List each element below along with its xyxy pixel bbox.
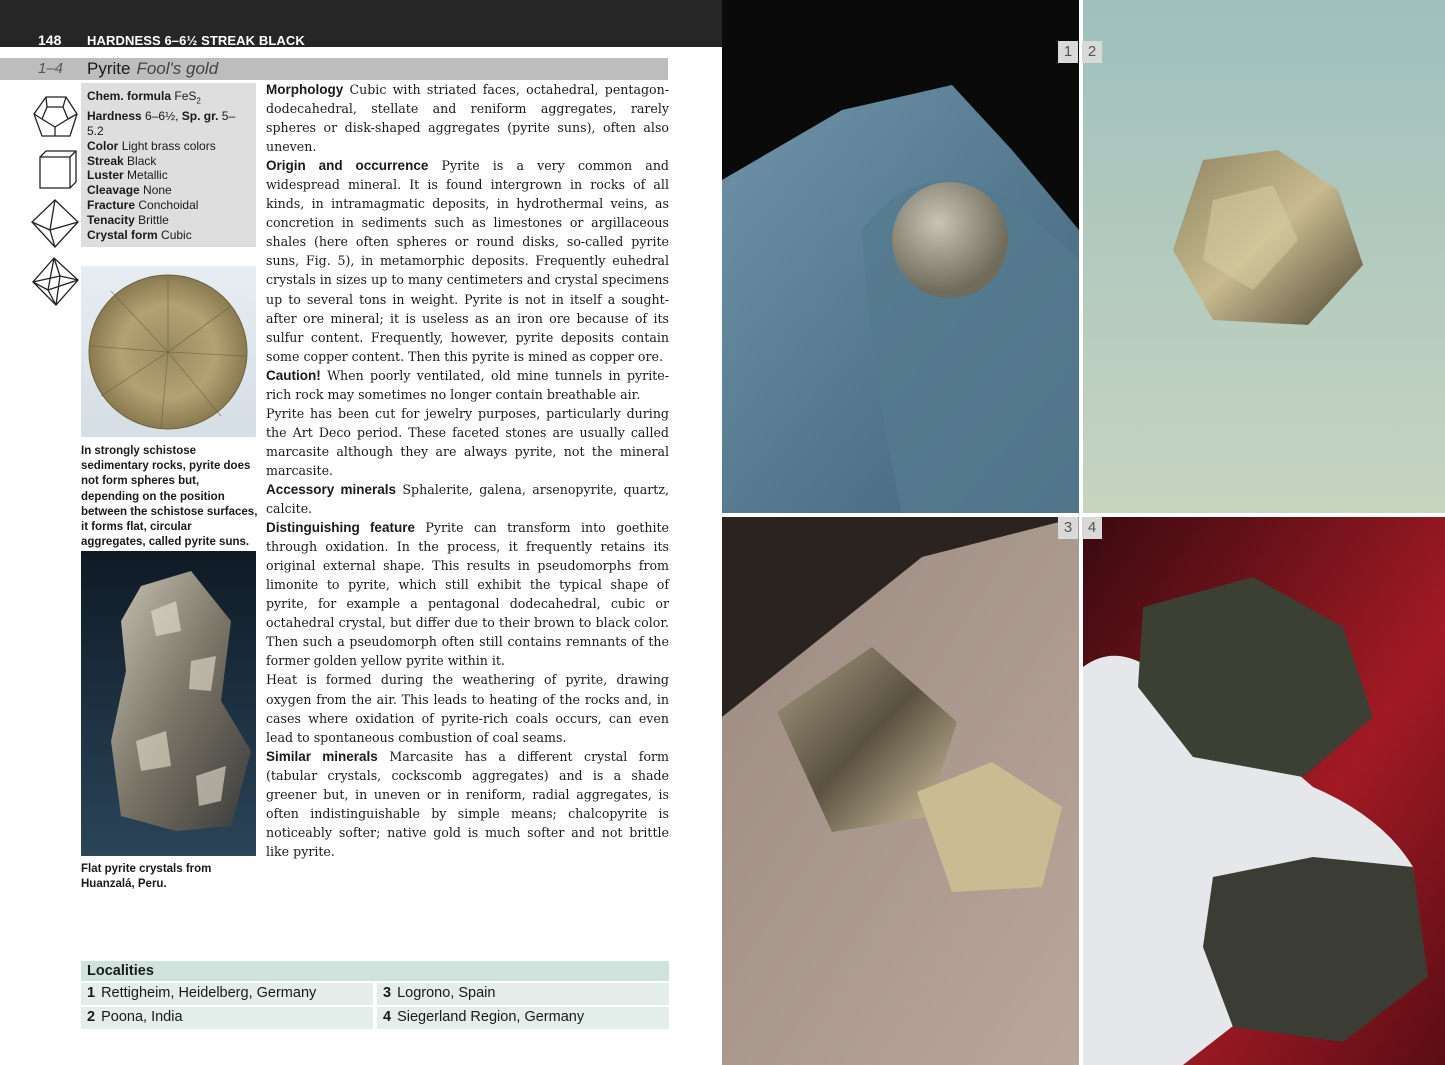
prop-tenacity: Tenacity Brittle <box>87 212 169 227</box>
octahedron-icon <box>30 198 80 250</box>
pyrite-sun-photo <box>81 266 256 437</box>
crystal-forms <box>30 92 82 314</box>
properties-box <box>81 83 256 247</box>
prop-color: Color Light brass colors <box>87 138 216 153</box>
cube-icon <box>30 148 80 192</box>
photo-number-3: 3 <box>1058 517 1078 539</box>
photo-number-2: 2 <box>1082 41 1102 63</box>
flat-pyrite-photo <box>81 551 256 856</box>
prop-chem-formula: Chem. formula FeS$_2$ <box>87 89 201 106</box>
common-name: Fool's gold <box>136 59 219 78</box>
locality-3: 3 Logrono, Spain <box>377 983 669 1005</box>
para-morphology: Morphology Cubic with striated faces, octahedral, pentagon-dodecahedral, stellate and reniform aggregates, rarely spheres or disk-shaped aggregates (pyrite suns), often also uneven. <box>266 82 669 155</box>
para-heat: Heat is formed during the weathering of pyrite, drawing oxygen from the air. This leads to heating of the rocks and, in cases where oxidation of pyrite-rich coals occurs, can even lead to spontaneous combustion of coal seams. <box>266 672 669 745</box>
left-page <box>0 0 722 1065</box>
localities-heading: Localities <box>81 961 669 981</box>
photo-2 <box>1083 0 1445 513</box>
locality-4: 4 Siegerland Region, Germany <box>377 1007 669 1029</box>
caption-pyrite-sun: In strongly schistose sedimentary rocks, pyrite does not form spheres but, depending on the position between the schistose surfaces, it forms flat, circular aggregates, called pyrite suns. <box>81 445 258 549</box>
para-caution: Caution! When poorly ventilated, old mine tunnels in pyrite-rich rock may sometimes no longer contain breathable air. <box>266 367 669 402</box>
photo-1 <box>722 0 1079 513</box>
prop-streak: Streak Black <box>87 153 157 168</box>
prop-cleavage: Cleavage None <box>87 183 172 198</box>
running-head: HARDNESS 6–6½ STREAK BLACK <box>87 33 305 48</box>
prop-hardness: Hardness 6–6½, Sp. gr. 5–5.2 <box>87 109 236 138</box>
localities-row <box>81 1007 669 1029</box>
octahedron-variant-icon <box>30 256 80 308</box>
locality-2: 2 Poona, India <box>81 1007 373 1029</box>
prop-fracture: Fracture Conchoidal <box>87 197 199 212</box>
para-origin: Origin and occurrence Pyrite is a very common and widespread mineral. It is found intergrown in rocks of all kinds, in intramagmatic deposits, in hydrothermal veins, as concretion in sediments such as limestones or argillaceous shales (here often spheres or round disks, so-called pyrite suns, Fig. 5), in metamorphic deposits. Frequently euhedral crystals in sizes up to many centimeters and crystal specimens up to several tons in weight. Pyrite is not in itself a sought-after ore mineral; it is useless as an iron ore because of its sulfur content. Frequently, however, pyrite deposits contain some copper content. Then this pyrite is mined as copper ore. <box>266 158 669 364</box>
para-similar: Similar minerals Marcasite has a different crystal form (tabular crystals, cockscomb aggregates) and is a shade greener but, in uneven or in reniform, radial aggregates, is often indistinguishable by simple means; chalcopyrite is noticeably softer; native gold is much softer and not brittle like pyrite. <box>266 748 670 859</box>
photo-number-4: 4 <box>1082 517 1102 539</box>
localities-table <box>81 961 669 1029</box>
photo-number-1: 1 <box>1058 41 1078 63</box>
locality-1: 1 Rettigheim, Heidelberg, Germany <box>81 983 373 1005</box>
photo-3 <box>722 517 1079 1065</box>
page-number: 148 <box>38 32 62 48</box>
mineral-name: Pyrite <box>87 59 131 78</box>
caption-flat-pyrite: Flat pyrite crystals from Huanzalá, Peru. <box>81 863 212 891</box>
body-text <box>266 80 669 861</box>
prop-luster: Luster Metallic <box>87 168 168 183</box>
prop-crystal-form: Crystal form Cubic <box>87 227 192 242</box>
pentagonal-dodecahedron-icon <box>30 92 80 142</box>
para-accessory: Accessory minerals Sphalerite, galena, arsenopyrite, quartz, calcite. <box>266 481 669 517</box>
photo-4 <box>1083 517 1445 1065</box>
localities-row <box>81 983 669 1005</box>
para-jewelry: Pyrite has been cut for jewelry purposes, particularly during the Art Deco period. These faceted stones are usually called marcasite although they are always pyrite, not the mineral marcasite. <box>266 405 669 478</box>
entry-title <box>87 59 218 79</box>
para-distinguishing: Distinguishing feature Pyrite can transform into goethite through oxidation. In the process, it frequently retains its original external shape. This results in pseudomorphs from limonite to pyrite, which still exhibit the typical shape of pyrite, for example a pentagonal dodecahedral, cubic or octahedral crystal, but differ due to their brown to black color. Then such a pseudomorph often still contains remnants of the former golden yellow pyrite within it. <box>266 520 669 669</box>
entry-range: 1–4 <box>38 60 64 77</box>
